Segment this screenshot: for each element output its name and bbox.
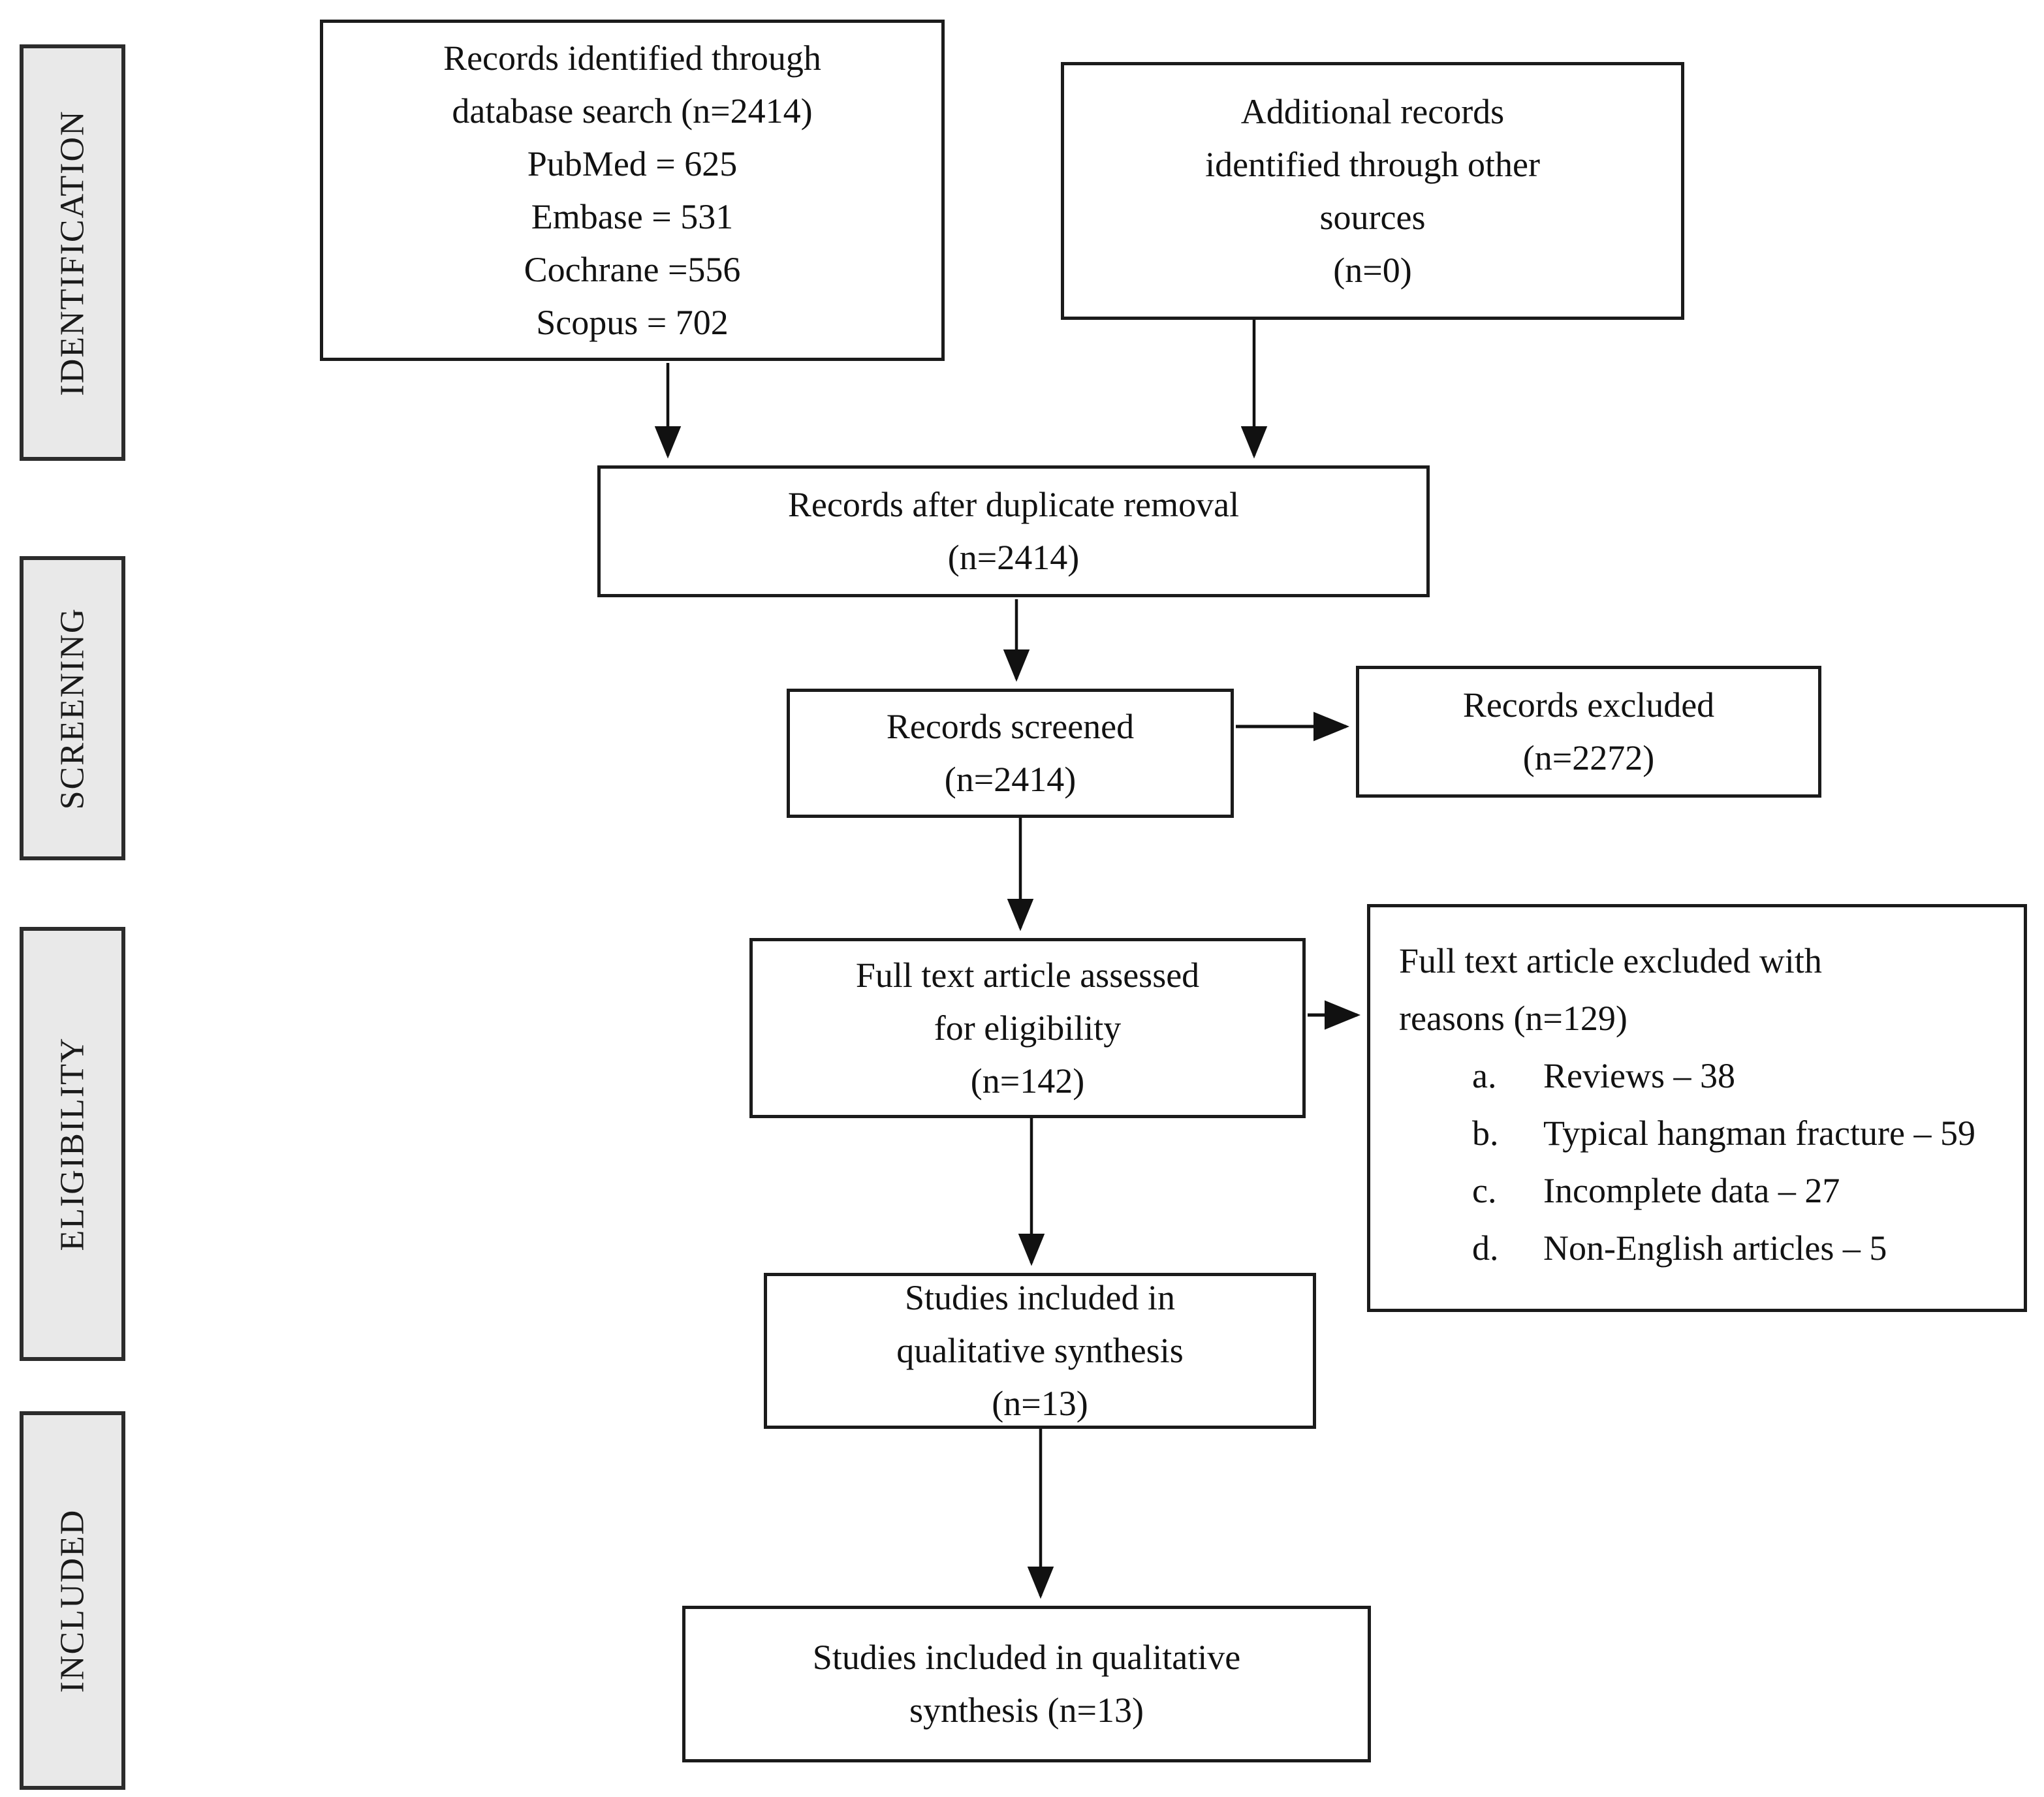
box-line: (n=2272) (1522, 738, 1655, 777)
stage-label-text: SCREENING (54, 607, 91, 809)
box-qualitative-synthesis (764, 1273, 1316, 1429)
box-line: Additional records (1240, 91, 1505, 131)
reasons-title-line: reasons (n=129) (1399, 999, 1627, 1038)
box-records-screened (787, 689, 1234, 818)
reason-marker: c. (1472, 1171, 1497, 1210)
box-after-duplicate-removal (597, 465, 1430, 597)
reason-marker: a. (1472, 1056, 1497, 1095)
stage-label-text: IDENTIFICATION (54, 109, 91, 396)
box-line: (n=0) (1333, 250, 1412, 290)
reasons-title-line: Full text article excluded with (1399, 941, 1822, 980)
box-line: Records excluded (1462, 685, 1715, 725)
box-line: (n=2414) (944, 760, 1077, 799)
box-fulltext-assessed (749, 938, 1306, 1118)
box-line: Cochrane =556 (524, 249, 741, 289)
box-line: Embase = 531 (531, 196, 734, 236)
box-qualitative-synthesis-final (682, 1606, 1371, 1762)
stage-label-included (20, 1411, 125, 1790)
reason-marker: d. (1472, 1228, 1499, 1268)
reason-marker: b. (1472, 1114, 1499, 1153)
box-line: (n=2414) (947, 538, 1080, 577)
stage-label-screening (20, 556, 125, 860)
box-line: Full text article assessed (855, 955, 1200, 995)
box-line: database search (n=2414) (452, 91, 813, 131)
box-additional-records (1061, 62, 1684, 320)
box-line: (n=13) (992, 1384, 1088, 1423)
box-line: Records after duplicate removal (787, 485, 1240, 524)
reason-text: Non-English articles – 5 (1543, 1228, 1887, 1268)
stage-label-text: ELIGIBILITY (54, 1037, 91, 1251)
box-records-identified (320, 20, 945, 361)
box-line: PubMed = 625 (527, 144, 738, 183)
box-line: Studies included in (905, 1278, 1175, 1317)
box-line: Records identified through (443, 38, 821, 78)
box-line: sources (1319, 197, 1426, 237)
box-line: qualitative synthesis (896, 1331, 1184, 1370)
reason-text: Typical hangman fracture – 59 (1543, 1114, 1975, 1153)
stage-label-eligibility (20, 927, 125, 1361)
stage-label-text: INCLUDED (54, 1508, 91, 1693)
box-line: Scopus = 702 (536, 302, 729, 342)
box-line: synthesis (n=13) (909, 1691, 1144, 1730)
box-line: identified through other (1205, 144, 1540, 184)
box-line: Records screened (886, 707, 1135, 746)
reason-text: Reviews – 38 (1543, 1056, 1735, 1095)
box-line: (n=142) (970, 1061, 1085, 1101)
box-line: for eligibility (934, 1008, 1122, 1048)
reason-text: Incomplete data – 27 (1543, 1171, 1840, 1210)
reason-item (1472, 1162, 1840, 1219)
box-fulltext-excluded-reasons (1367, 904, 2027, 1312)
reason-item (1472, 1047, 1735, 1104)
reason-item (1472, 1219, 1887, 1277)
box-line: Studies included in qualitative (812, 1638, 1241, 1677)
reason-item (1472, 1104, 1975, 1162)
stage-label-identification (20, 44, 125, 461)
box-records-excluded (1356, 666, 1821, 798)
